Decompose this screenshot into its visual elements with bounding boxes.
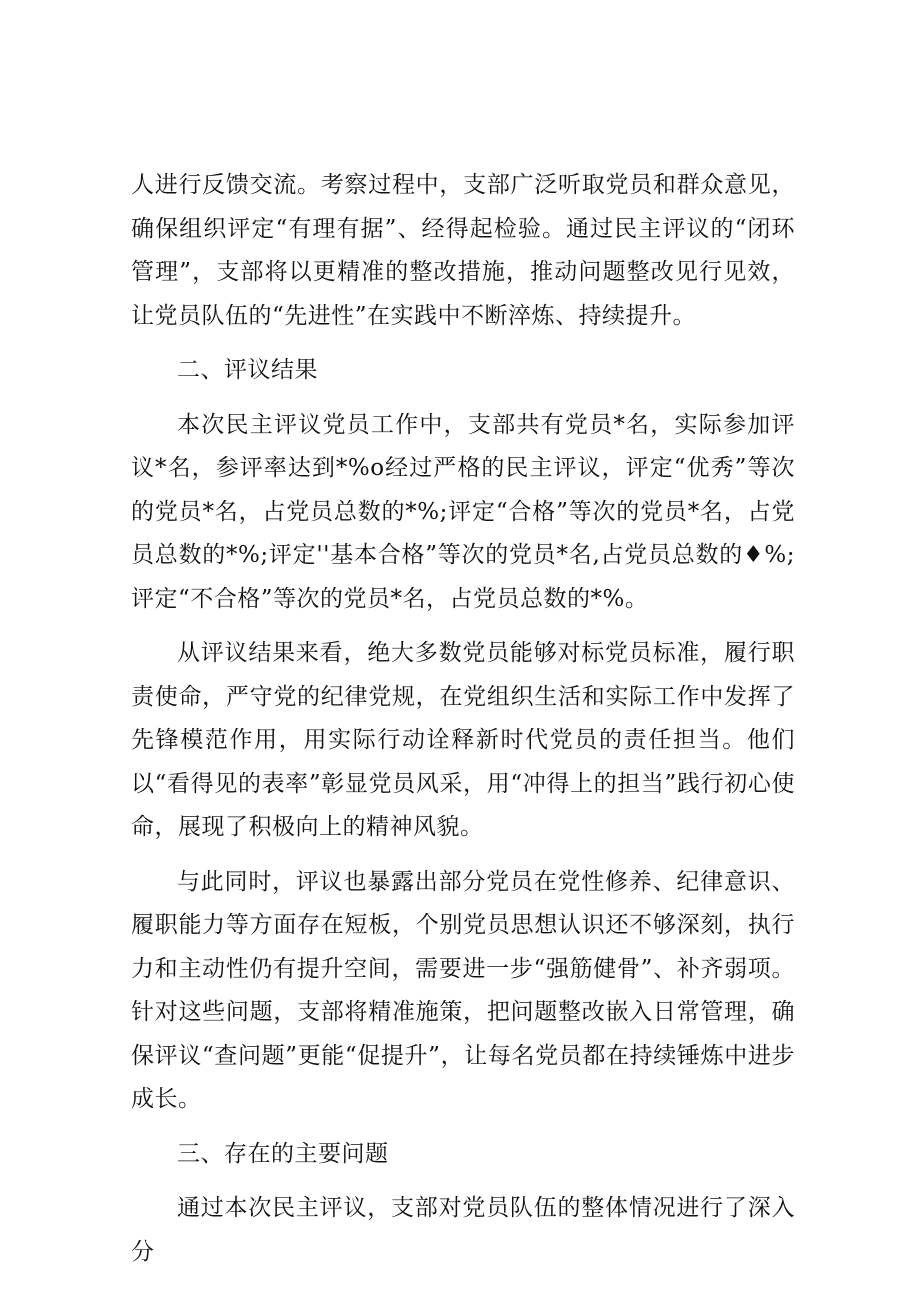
paragraph-continued: 人进行反馈交流。考察过程中，支部广泛听取党员和群众意见，确保组织评定“有理有据”、经得起检验。通过民主评议的“闭环管理”，支部将以更精准的整改措施，推动问题整改见行见效，让党员队伍的“先进性”在实践中不断淬炼、持续提升。	[131, 172, 795, 329]
paragraph-problems-intro: 通过本次民主评议，支部对党员队伍的整体情况进行了深入分	[131, 1195, 795, 1265]
section-heading-results: 二、评议结果	[177, 357, 318, 383]
document-body	[131, 164, 795, 1285]
paragraph-results-shortcomings: 与此同时，评议也暴露出部分党员在党性修养、纪律意识、履职能力等方面存在短板，个别党员思想认识还不够深刻，执行力和主动性仍有提升空间，需要进一步“强筋健骨”、补齐弱项。针对这些问题，支部将精准施策，把问题整改嵌入日常管理，确保评议“查问题”更能“促提升”，让每名党员都在持续锤炼中进步成长。	[131, 868, 795, 1112]
paragraph-results-analysis: 从评议结果来看，绝大多数党员能够对标党员标准，履行职责使命，严守党的纪律党规，在党组织生活和实际工作中发挥了先锋模范作用，用实际行动诠释新时代党员的责任担当。他们以“看得见的表率”彰显党员风采，用“冲得上的担当”践行初心使命，展现了积极向上的精神风貌。	[131, 640, 795, 840]
section-heading-problems: 三、存在的主要问题	[177, 1140, 389, 1167]
paragraph-results-stats: 本次民主评议党员工作中，支部共有党员*名，实际参加评议*名，参评率达到*%o经过严格的民主评议，评定“优秀”等次的党员*名，占党员总数的*%;评定“合格”等次的党员*名，占党员总数的*%;评定''基本合格”等次的党员*名,占党员总数的♦%;评定“不合格”等次的党员*名，占党员总数的*%。	[131, 411, 795, 612]
